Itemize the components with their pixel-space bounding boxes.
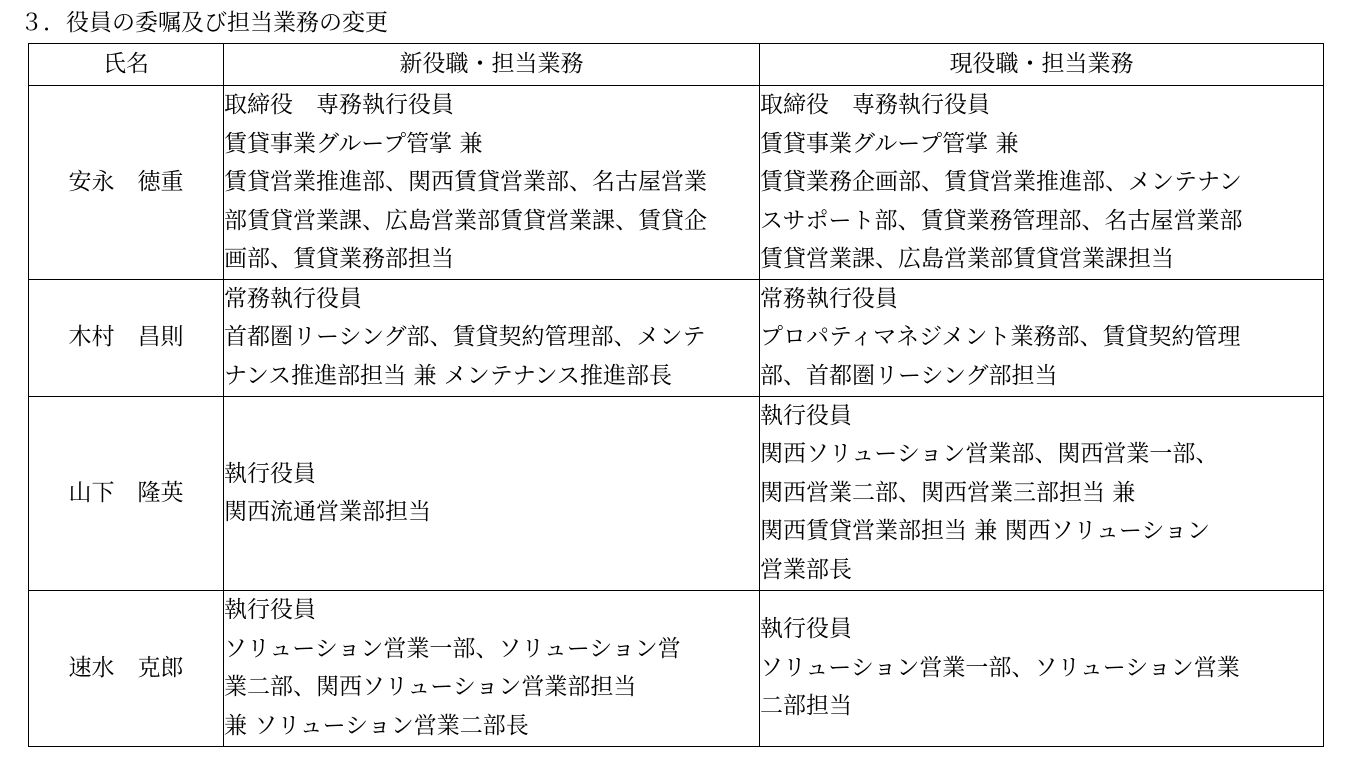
new-role-line: 取締役 専務執行役員 <box>224 92 454 118</box>
new-role-line: 賃貸事業グループ管掌 兼 <box>224 130 483 157</box>
current-role-line: 常務執行役員 <box>760 285 898 312</box>
officer-name: 速水 克郎 <box>29 590 224 746</box>
current-role-line: 取締役 専務執行役員 <box>760 92 990 118</box>
current-role-line: 関西ソリューション営業部、関西営業一部、 <box>760 441 1219 468</box>
table-row <box>29 590 1324 746</box>
table-header-row <box>29 44 1324 86</box>
new-role-line: 常務執行役員 <box>224 285 362 312</box>
new-role-cell <box>224 279 760 396</box>
new-role-line: 部賃貸営業課、広島営業部賃貸営業課、賃貸企 <box>224 207 707 234</box>
new-role-line: ナンス推進部担当 兼 メンテナンス推進部長 <box>224 362 672 389</box>
current-role-line: 関西賃貸営業部担当 兼 関西ソリューション <box>760 518 1211 545</box>
current-role-line: 賃貸営業課、広島営業部賃貸営業課担当 <box>760 246 1174 272</box>
current-role-line: プロパティマネジメント業務部、賃貸契約管理 <box>760 324 1241 351</box>
new-role-line: 業二部、関西ソリューション営業部担当 <box>224 674 637 700</box>
new-role-line: 画部、賃貸業務部担当 <box>224 246 454 272</box>
current-role-cell <box>760 279 1324 396</box>
officer-name: 安永 徳重 <box>29 86 224 280</box>
header-new-role: 新役職・担当業務 <box>224 44 760 86</box>
current-role-line: 二部担当 <box>760 693 852 720</box>
table-row <box>29 86 1324 280</box>
officer-role-change-table <box>28 43 1324 747</box>
current-role-line: 関西営業二部、関西営業三部担当 兼 <box>760 479 1136 506</box>
table-row <box>29 396 1324 590</box>
header-name: 氏名 <box>29 44 224 86</box>
current-role-cell <box>760 396 1324 590</box>
current-role-cell <box>760 590 1324 746</box>
current-role-line: スサポート部、賃貸業務管理部、名古屋営業部 <box>760 207 1243 234</box>
new-role-cell <box>224 86 760 280</box>
new-role-line: ソリューション営業一部、ソリューション営 <box>224 635 681 662</box>
new-role-line: 首都圏リーシング部、賃貸契約管理部、メンテ <box>224 324 706 351</box>
current-role-line: 部、首都圏リーシング部担当 <box>760 362 1058 389</box>
new-role-line: 執行役員 <box>224 597 316 623</box>
new-role-cell <box>224 396 760 590</box>
new-role-line: 関西流通営業部担当 <box>224 499 431 525</box>
officer-name: 木村 昌則 <box>29 279 224 396</box>
new-role-line: 賃貸営業推進部、関西賃貸営業部、名古屋営業 <box>224 169 707 195</box>
current-role-line: 執行役員 <box>760 402 852 429</box>
new-role-line: 執行役員 <box>224 460 316 487</box>
current-role-line: ソリューション営業一部、ソリューション営業 <box>760 654 1240 681</box>
current-role-line: 賃貸業務企画部、賃貸営業推進部、メンテナン <box>760 169 1242 195</box>
new-role-line: 兼 ソリューション営業二部長 <box>224 712 529 739</box>
current-role-cell <box>760 86 1324 280</box>
current-role-line: 賃貸事業グループ管掌 兼 <box>760 130 1019 157</box>
section-title: ３．役員の委嘱及び担当業務の変更 <box>20 10 388 36</box>
officer-name: 山下 隆英 <box>29 396 224 590</box>
header-current-role: 現役職・担当業務 <box>760 44 1324 86</box>
current-role-line: 執行役員 <box>760 616 852 643</box>
table-row <box>29 279 1324 396</box>
new-role-cell <box>224 590 760 746</box>
current-role-line: 営業部長 <box>760 556 852 583</box>
